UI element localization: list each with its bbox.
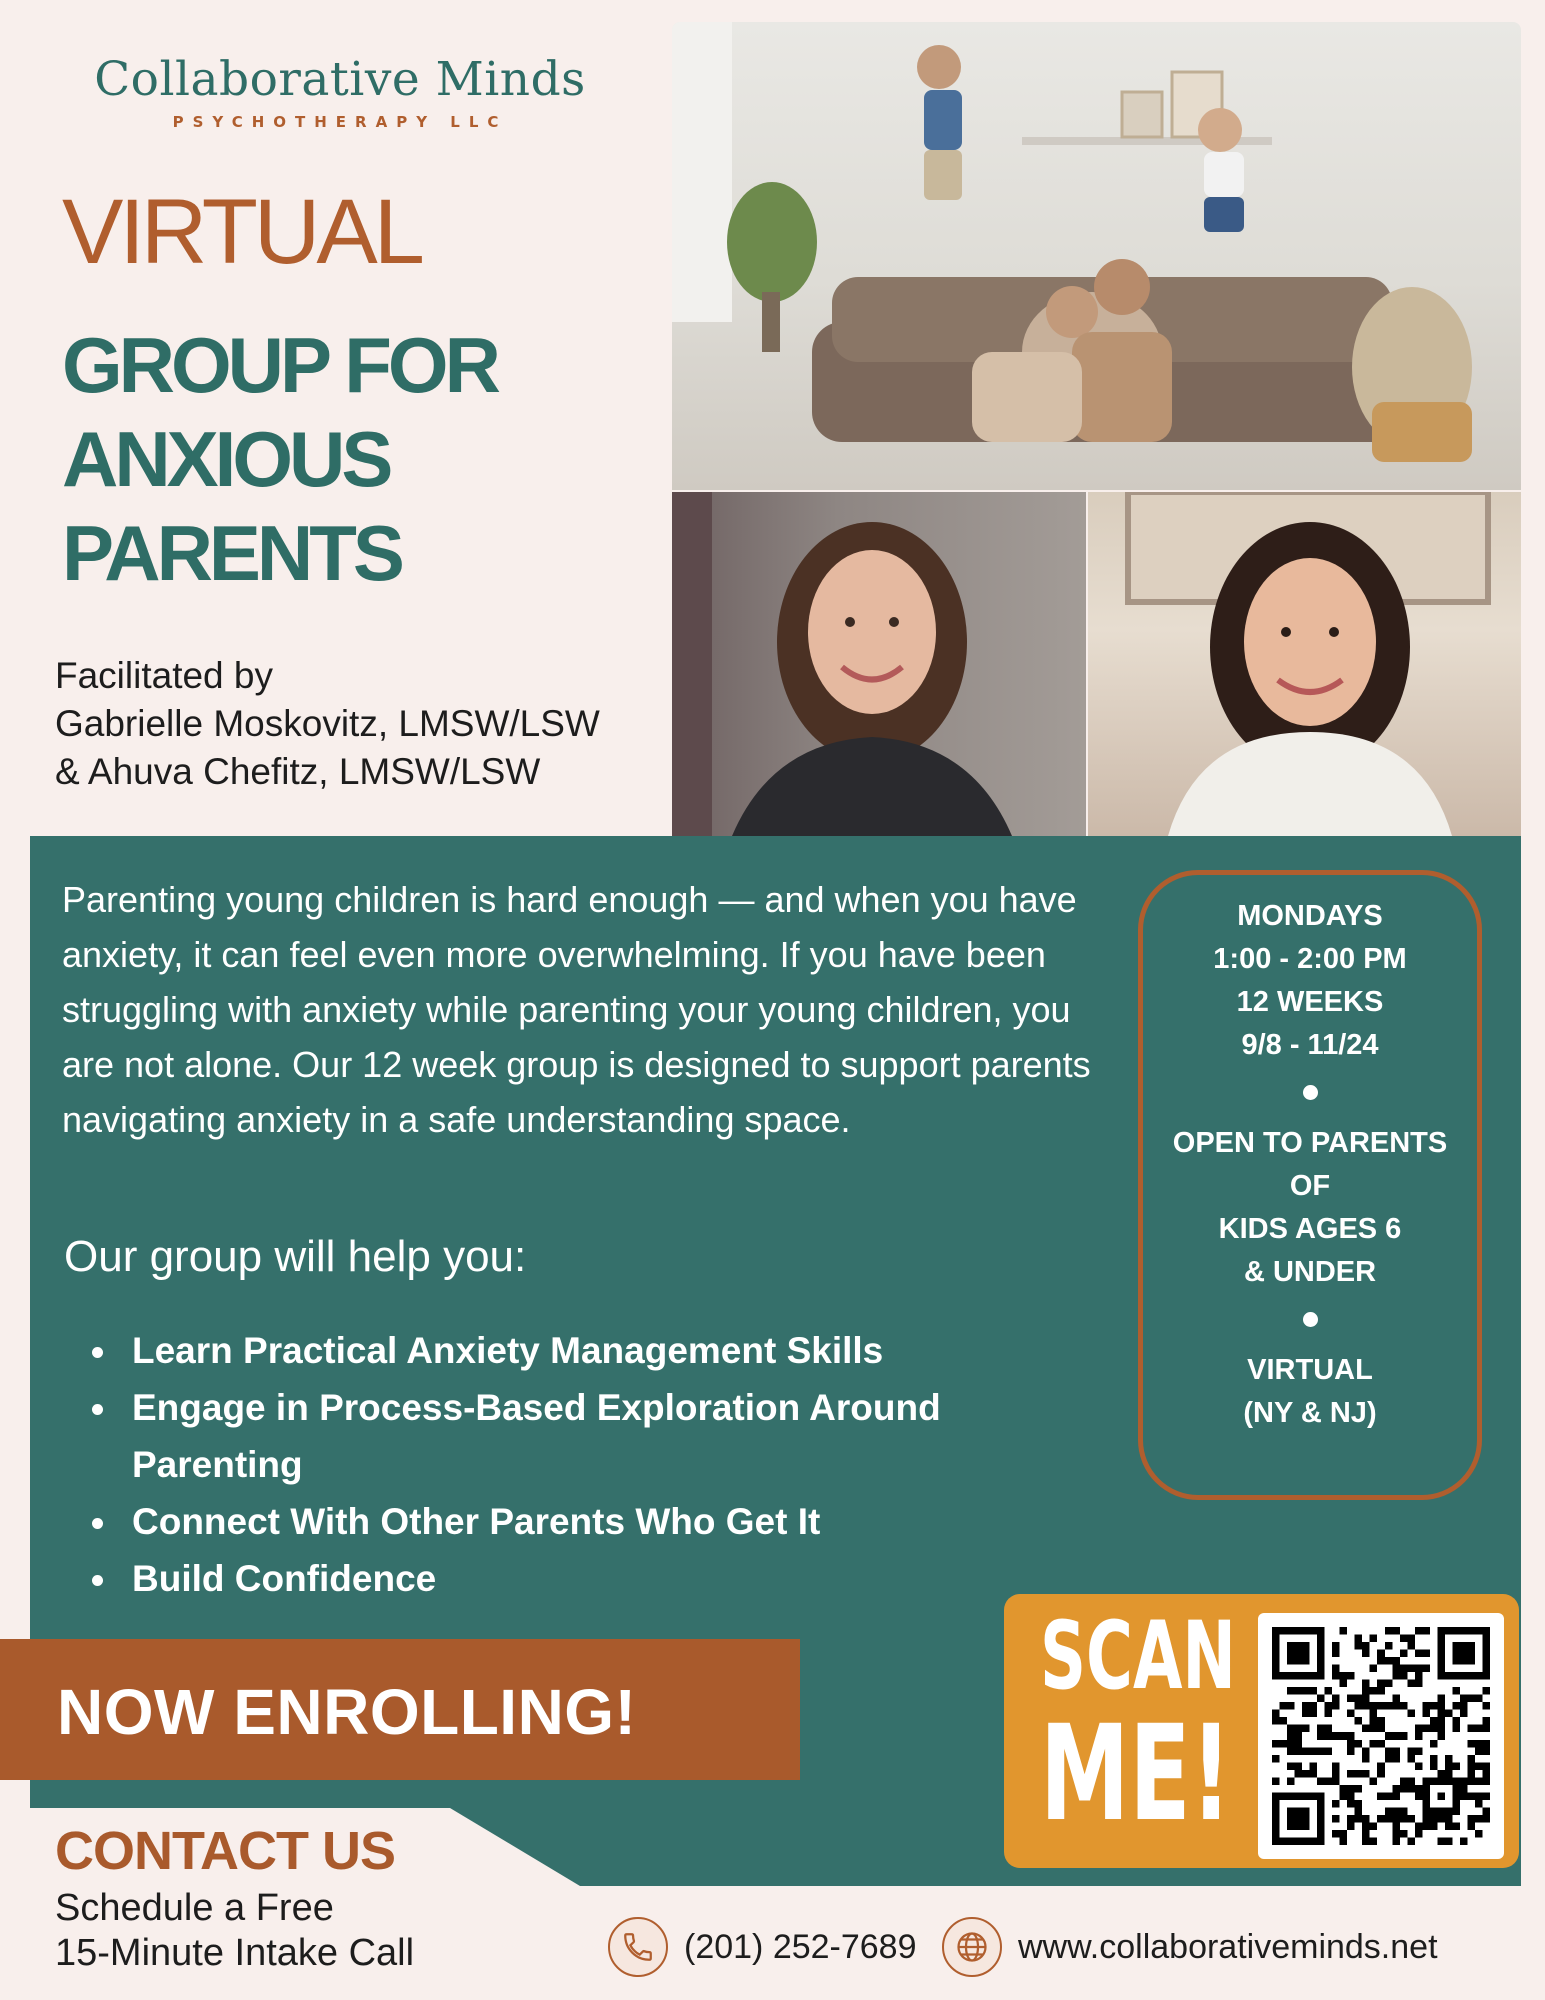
audience-line: & UNDER — [1243, 1256, 1377, 1288]
logo-name: Collaborative Minds — [94, 52, 586, 107]
list-item: Connect With Other Parents Who Get It — [80, 1493, 1030, 1550]
contact-title: CONTACT US — [55, 1821, 395, 1881]
audience-line: OF — [1289, 1170, 1331, 1202]
scan-label — [1040, 1602, 1236, 1851]
page-title: GROUP FOR ANXIOUS PARENTS — [62, 321, 497, 597]
format-line: (NY & NJ) — [1243, 1397, 1377, 1429]
logo — [60, 52, 620, 131]
globe-icon — [942, 1917, 1002, 1977]
schedule-time: 1:00 - 2:00 PM — [1213, 943, 1407, 975]
facilitators-lead: Facilitated by — [55, 655, 273, 696]
eyebrow-virtual: VIRTUAL — [62, 181, 421, 283]
audience-line: KIDS AGES 6 — [1218, 1213, 1402, 1245]
separator-dot — [1303, 1085, 1318, 1100]
scan-line-2: ME! — [1040, 1697, 1232, 1851]
facilitator-photo-2 — [1088, 492, 1521, 836]
contact-sub-line: Schedule a Free — [55, 1887, 334, 1929]
schedule-box — [1138, 870, 1482, 1500]
format-line: VIRTUAL — [1247, 1354, 1373, 1386]
facilitator-photo-1 — [672, 492, 1086, 836]
benefit-list — [80, 1322, 1030, 1607]
contact-sub-line: 15-Minute Intake Call — [55, 1932, 415, 1974]
list-item: Engage in Process-Based Exploration Around Parenting — [80, 1379, 1030, 1493]
phone-number: (201) 252-7689 — [684, 1927, 917, 1966]
contact-subtitle — [55, 1886, 414, 1976]
logo-subtitle: PSYCHOTHERAPY LLC — [172, 113, 508, 131]
separator-dot — [1303, 1312, 1318, 1327]
schedule-duration: 12 WEEKS — [1236, 986, 1384, 1018]
audience-line: OPEN TO PARENTS — [1172, 1127, 1448, 1159]
phone-contact[interactable] — [608, 1917, 917, 1977]
help-heading: Our group will help you: — [64, 1232, 527, 1281]
intro-paragraph: Parenting young children is hard enough — and when you have anxiety, it can feel even more overwhelming. If you have been struggling with anxiety while parenting your young children, you are not alone. Our 12 week group is designed to support parents navigating anxiety in a safe understanding space. — [62, 879, 1091, 1140]
family-photo — [672, 22, 1521, 490]
list-item: Learn Practical Anxiety Management Skills — [80, 1322, 1030, 1379]
phone-icon — [608, 1917, 668, 1977]
schedule-dates: 9/8 - 11/24 — [1241, 1029, 1379, 1061]
website-contact[interactable] — [942, 1917, 1438, 1977]
scan-line-1: SCAN — [1040, 1602, 1236, 1711]
facilitator-1: Gabrielle Moskovitz, LMSW/LSW — [55, 703, 600, 744]
qr-code[interactable] — [1258, 1613, 1504, 1859]
schedule-day: MONDAYS — [1237, 900, 1383, 932]
facilitators — [55, 652, 600, 796]
facilitator-2: & Ahuva Chefitz, LMSW/LSW — [55, 751, 541, 792]
list-item: Build Confidence — [80, 1550, 1030, 1607]
enrolling-text: NOW ENROLLING! — [57, 1676, 637, 1748]
website-link: www.collaborativeminds.net — [1018, 1927, 1438, 1966]
